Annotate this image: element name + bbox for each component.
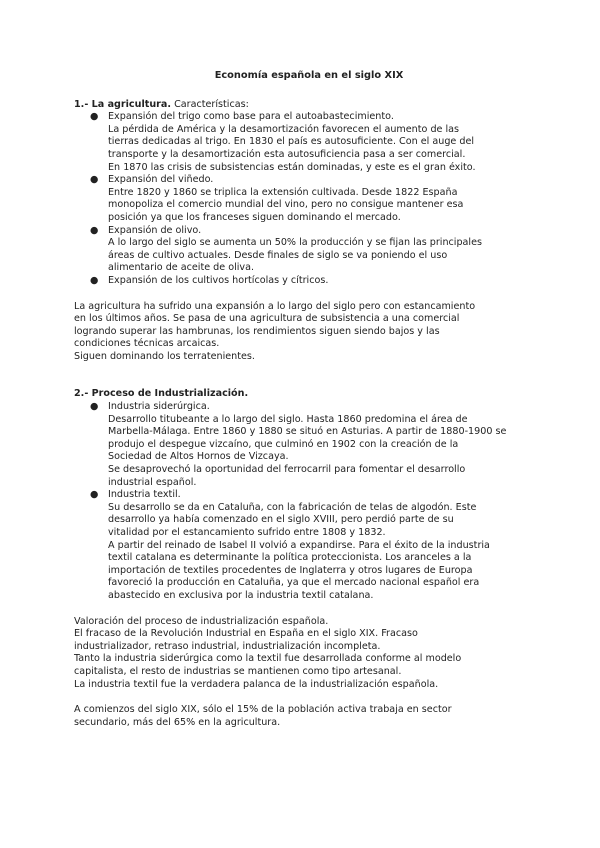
section-2-list: [74, 401, 544, 603]
bullet-icon: ●: [90, 174, 99, 186]
bullet-icon: ●: [90, 274, 99, 286]
document-page: [74, 70, 544, 729]
list-item: [88, 111, 544, 174]
spacer: [74, 691, 544, 704]
list-item-line: La pérdida de América y la desamortización favorecen el aumento de las: [108, 123, 460, 135]
bullet-icon: ●: [90, 401, 99, 413]
document-title: Economía española en el siglo XIX: [214, 70, 404, 81]
list-item-line: Sociedad de Altos Hornos de Vizcaya.: [108, 451, 289, 463]
list-item-title: Expansión del trigo como base para el autoabastecimiento.: [108, 111, 394, 123]
list-item: [88, 174, 544, 224]
list-item: [88, 225, 544, 275]
paragraph-line: condiciones técnicas arcaicas.: [74, 338, 220, 350]
list-item-line: favoreció la producción en Cataluña, ya que el mercado nacional español era: [108, 577, 480, 589]
list-item-line: monopoliza el comercio mundial del vino, pero no consigue mantener esa: [108, 199, 464, 211]
list-item-title: Industria textil.: [108, 489, 181, 501]
list-item-line: Entre 1820 y 1860 se triplica la extensión cultivada. Desde 1822 España: [108, 186, 458, 198]
section-1-subtitle: Características:: [171, 98, 249, 110]
paragraph-line: logrando superar las hambrunas, los rendimientos siguen siendo bajos y las: [74, 325, 440, 337]
list-item-line: Se desaprovechó la oportunidad del ferrocarril para fomentar el desarrollo: [108, 464, 466, 476]
bullet-icon: ●: [90, 224, 99, 236]
paragraph-line: secundario, más del 65% en la agricultura.: [74, 716, 281, 728]
list-item-line: abastecido en exclusiva por la industria textil catalana.: [108, 589, 374, 601]
list-item-line: industrial español.: [108, 476, 197, 488]
section-1-summary: [74, 301, 544, 364]
list-item-line: importación de textiles procedentes de Inglaterra y otros lugares de Europa: [108, 564, 473, 576]
paragraph-line: Tanto la industria siderúrgica como la textil fue desarrollada conforme al modelo: [74, 653, 462, 665]
list-item-line: Desarrollo titubeante a lo largo del siglo. Hasta 1860 predomina el área de: [108, 413, 468, 425]
list-item: [88, 275, 544, 288]
list-item-line: desarrollo ya había comenzado en el siglo XVIII, pero perdió parte de su: [108, 514, 454, 526]
list-item-line: vitalidad por el estancamiento sufrido entre 1808 y 1832.: [108, 527, 386, 538]
spacer: [74, 288, 544, 301]
section-1-title: 1.- La agricultura.: [74, 98, 172, 110]
list-item-title: Industria siderúrgica.: [108, 401, 210, 413]
list-item-line: tierras dedicadas al trigo. En 1830 el país es autosuficiente. Con el auge del: [108, 136, 475, 148]
list-item-line: posición ya que los franceses siguen dominando el mercado.: [108, 211, 401, 223]
paragraph-line: en los últimos años. Se pasa de una agricultura de subsistencia a una comercial: [74, 313, 460, 325]
list-item: [88, 401, 544, 489]
bullet-icon: ●: [90, 489, 99, 501]
final-paragraph: [74, 704, 544, 729]
spacer: [74, 603, 544, 616]
paragraph-line: industrializador, retraso industrial, industrialización incompleta.: [74, 640, 381, 652]
list-item-line: En 1870 las crisis de subsistencias están dominadas, y este es el gran éxito.: [108, 161, 476, 173]
section-2-heading: [74, 388, 544, 401]
paragraph-line: A comienzos del siglo XIX, sólo el 15% de la población activa trabaja en sector: [74, 704, 452, 716]
list-item-line: A partir del reinado de Isabel II volvió a expandirse. Para el éxito de la industria: [108, 539, 490, 551]
list-item: [88, 489, 544, 602]
list-item-line: áreas de cultivo actuales. Desde finales de siglo se va poniendo el uso: [108, 249, 448, 261]
list-item-title: Expansión de olivo.: [108, 224, 202, 236]
paragraph-line: Valoración del proceso de industrialización española.: [74, 615, 329, 627]
bullet-icon: ●: [90, 111, 99, 123]
list-item-line: Su desarrollo se da en Cataluña, con la fabricación de telas de algodón. Este: [108, 501, 477, 513]
section-1-heading: [74, 99, 544, 112]
list-item-line: transporte y la desamortización esta autosuficiencia pasa a ser comercial.: [108, 148, 466, 160]
list-item-line: produjo el despegue vizcaíno, que culminó en 1902 con la creación de la: [108, 438, 459, 450]
list-item-line: textil catalana es determinante la política proteccionista. Los aranceles a la: [108, 552, 472, 564]
paragraph-line: Siguen dominando los terratenientes.: [74, 350, 255, 362]
list-item-line: alimentario de aceite de oliva.: [108, 262, 255, 274]
paragraph-line: La industria textil fue la verdadera palanca de la industrialización española.: [74, 678, 439, 690]
section-2-title: 2.- Proceso de Industrialización.: [74, 388, 249, 400]
paragraph-line: El fracaso de la Revolución Industrial en España en el siglo XIX. Fracaso: [74, 628, 418, 640]
list-item-title: Expansión de los cultivos hortícolas y cítricos.: [108, 274, 329, 286]
list-item-line: A lo largo del siglo se aumenta un 50% la producción y se fijan las principales: [108, 237, 482, 249]
spacer: [74, 363, 544, 388]
list-item-line: Marbella-Málaga. Entre 1860 y 1880 se situó en Asturias. A partir de 1880-1900 se: [108, 426, 507, 438]
valoracion-paragraph: [74, 616, 544, 692]
paragraph-line: capitalista, el resto de industrias se mantienen como tipo artesanal.: [74, 665, 402, 677]
section-1-list: [74, 111, 544, 287]
list-item-title: Expansión del viñedo.: [108, 174, 214, 186]
paragraph-line: La agricultura ha sufrido una expansión a lo largo del siglo pero con estancamiento: [74, 300, 476, 312]
